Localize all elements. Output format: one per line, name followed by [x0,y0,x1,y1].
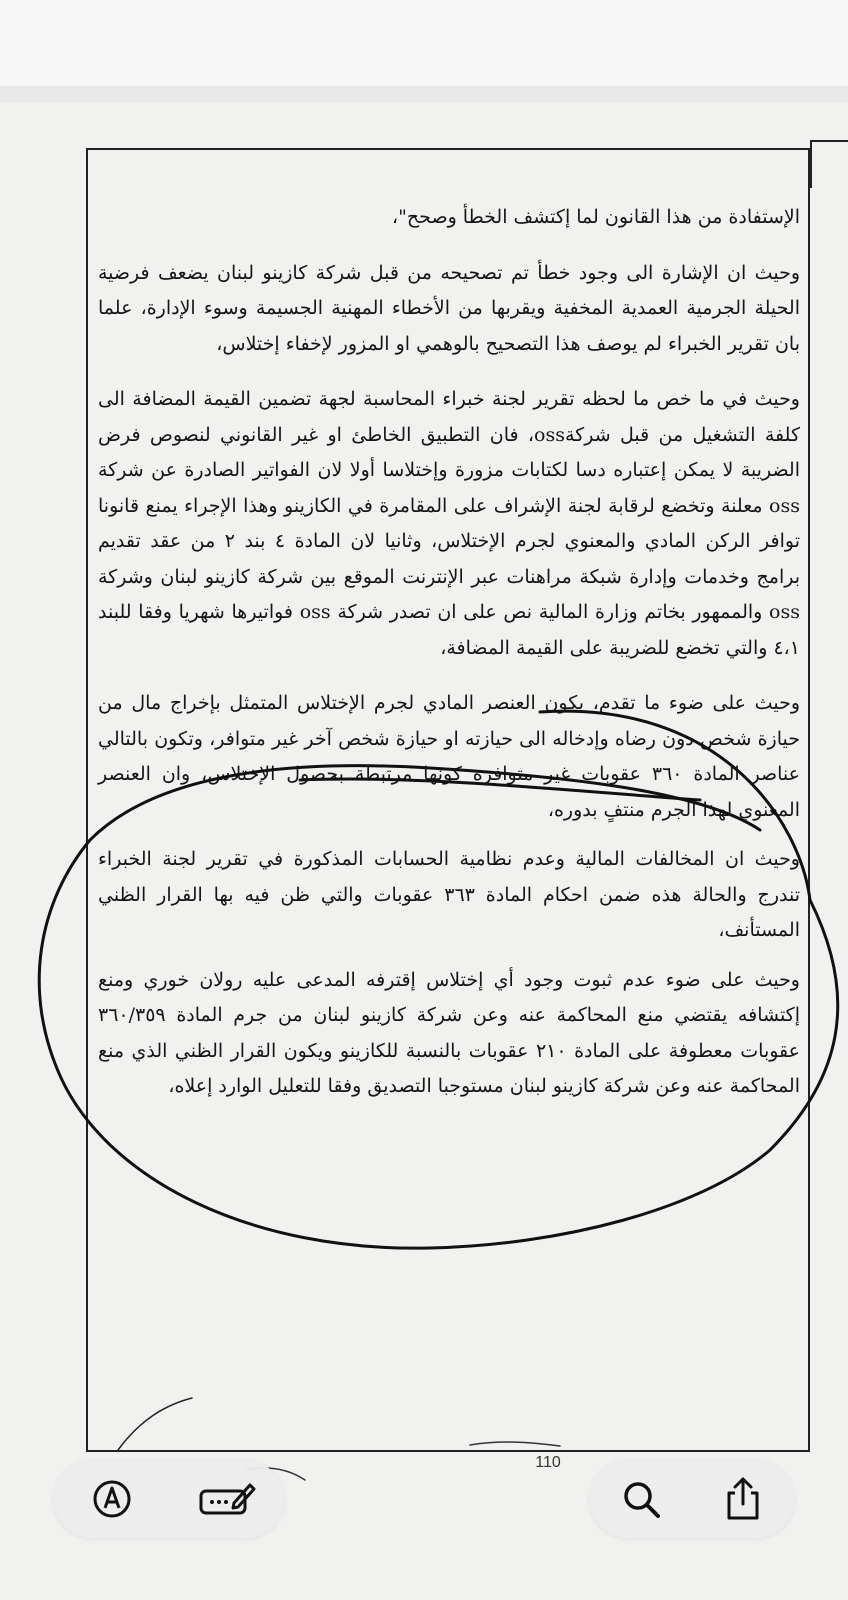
top-blank-bar [0,0,848,86]
paragraph-1: الإستفادة من هذا القانون لما إكتشف الخطأ وصحح"، [392,206,800,228]
search-button[interactable] [611,1469,671,1529]
paragraph-6: وحيث على ضوء عدم ثبوت وجود أي إختلاس إقترفه المدعى عليه رولان خوري ومنع إكتشافه يقتضي منع المحاكمة عنه وعن شركة كازينو لبنان من جرم المادة ٣٦٠/٣٥٩ عقوبات معطوفة على المادة ٢١٠ عقوبات بالنسبة للكازينو ويكون القرار الظني الذي منع المحاكمة عنه وعن شركة كازينو لبنان مستوجبا التصديق وفقا للتعليل الوارد إعلاه، [98,968,800,1097]
adjacent-page-edge [810,140,848,188]
page-number: 110 [535,1454,561,1471]
top-separator [0,86,848,102]
toolbar-right [590,1460,794,1538]
paragraph-5: وحيث ان المخالفات المالية وعدم نظامية الحسابات المذكورة في تقرير لجنة الخبراء تندرج والحالة هذه ضمن احكام المادة ٣٦٣ عقوبات والتي ظن فيه بها القرار الظني المستأنف، [98,848,800,941]
signature-button[interactable] [197,1469,257,1529]
markup-pen-icon [91,1478,133,1520]
share-icon [723,1476,763,1522]
share-button[interactable] [713,1469,773,1529]
signature-icon [198,1479,256,1519]
paragraph-4: وحيث على ضوء ما تقدم، يكون العنصر المادي لجرم الإختلاس المتمثل بإخراج مال من حيازة شخص دون رضاه وإدخاله الى حيازته او حيازة شخص آخر غير متوافر، وتكون بالتالي عناصر المادة ٣٦٠ عقوبات غير متوافرة كونها مرتبطة بحصول الإختلاس، وان العنصر المعنوي لهذا الجرم منتفٍ بدوره، [98,692,801,821]
document-text [98,200,800,1125]
toolbar-left [54,1460,284,1538]
search-icon [620,1478,662,1520]
paragraph-3: وحيث في ما خص ما لحظه تقرير لجنة خبراء المحاسبة لجهة تضمين القيمة المضافة الى كلفة التشغيل من قبل شركةoss، فان التطبيق الخاطئ او غير القانوني لنصوص فرض الضريبة لا يمكن إعتباره دسا لكتابات مزورة وإختلاسا أولا لان الفواتير الصادرة عن شركة oss معلنة وتخضع لرقابة لجنة الإشراف على المقامرة في الكازينو وهذا الإجراء يمنع قانونا توافر الركن المادي والمعنوي لجرم الإختلاس، وثانيا لان المادة ٤ بند ٢ من عقد تقديم برامج وخدمات وإدارة شبكة مراهنات عبر الإنترنت الموقع بين شركة كازينو لبنان وشركة oss والممهور بخاتم وزارة المالية نص على ان تصدر شركة oss فواتيرها شهريا وفقا للبند ٤،١ والتي تخضع للضريبة على القيمة المضافة، [98,388,800,659]
markup-button[interactable] [82,1469,142,1529]
paragraph-2: وحيث ان الإشارة الى وجود خطأ تم تصحيحه من قبل شركة كازينو لبنان يضعف فرضية الحيلة الجرمية العمدية المخفية ويقربها من الأخطاء المهنية الجسيمة وسوء الإدارة، علما بان تقرير الخبراء لم يوصف هذا التصحيح بالوهمي او المزور لإخفاء إختلاس، [98,261,800,355]
